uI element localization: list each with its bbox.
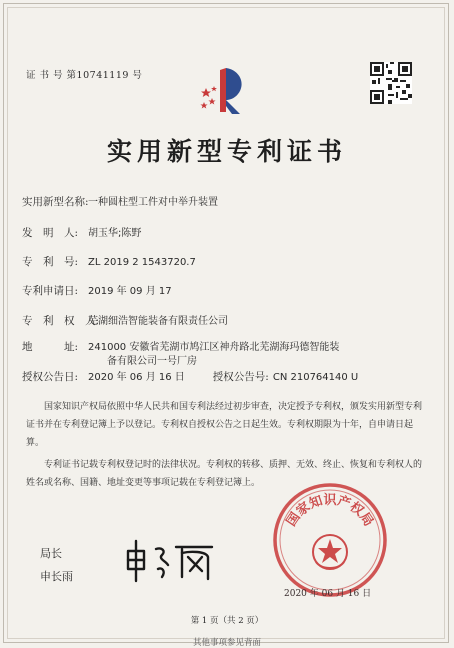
field-value: 芜湖细浩智能装备有限责任公司 (88, 316, 228, 327)
field-value: ZL 2019 2 1543720.7 (88, 257, 196, 268)
field-value: 2019 年 09 月 17 (88, 286, 172, 297)
field-address-line2: 备有限公司一号厂房 (107, 356, 197, 367)
field-grant-date (22, 368, 358, 384)
field-value: 241000 安徽省芜湖市鸠江区神舟路北芜湖海玛德智能装 (88, 342, 340, 353)
field-label: 地 址: (22, 341, 79, 353)
field-utility-model-name (22, 193, 218, 209)
qr-code-icon (370, 62, 412, 104)
field-label: 专 利 号: (22, 256, 79, 268)
official-seal-icon (270, 480, 390, 600)
handwritten-signature-icon (122, 535, 217, 585)
page-number: 第 1 页（共 2 页） (190, 616, 264, 626)
field-value-publication-number: CN 210764140 U (272, 372, 359, 383)
director-name: 申长雨 (40, 570, 73, 583)
field-label: 专 利 权 人: (22, 315, 100, 327)
patent-emblem-icon (196, 62, 252, 118)
footer-note: 其他事项参见背面 (192, 638, 261, 648)
field-patentee (22, 312, 228, 328)
field-inventor (22, 224, 141, 240)
field-value: 一种圆柱型工件对中举升装置 (88, 197, 218, 208)
field-value: 2020 年 06 月 16 日 (88, 372, 185, 383)
field-label: 专利申请日: (22, 285, 79, 297)
field-label-publication-number: 授权公告号: (212, 371, 269, 383)
seal-text: 国家知识产权局 (284, 493, 376, 530)
seal-date: 2020 年 06 月 16 日 (284, 589, 372, 599)
director-title: 局长 (40, 547, 62, 560)
field-label: 发 明 人: (22, 227, 79, 239)
body-paragraph-1: 国家知识产权局依照中华人民共和国专利法经过初步审查，决定授予专利权，颁发实用新型专利证书并在专利登记簿上予以登记。专利权自授权公告之日起生效。专利权期限为十年，自申请日起算。 (26, 402, 423, 448)
field-label: 实用新型名称: (22, 196, 89, 208)
body-paragraph-2: 专利证书记载专利权登记时的法律状况。专利权的转移、质押、无效、终止、恢复和专利权人的姓名或名称、国籍、地址变更等事项记载在专利登记簿上。 (26, 460, 423, 488)
certificate-title: 实用新型专利证书 (106, 137, 347, 166)
field-application-date (22, 282, 172, 298)
field-label: 授权公告日: (22, 371, 79, 383)
field-value: 胡玉华;陈野 (88, 228, 142, 239)
certificate-number: 证 书 号 第10741119 号 (26, 70, 143, 81)
field-patent-number (22, 254, 196, 269)
